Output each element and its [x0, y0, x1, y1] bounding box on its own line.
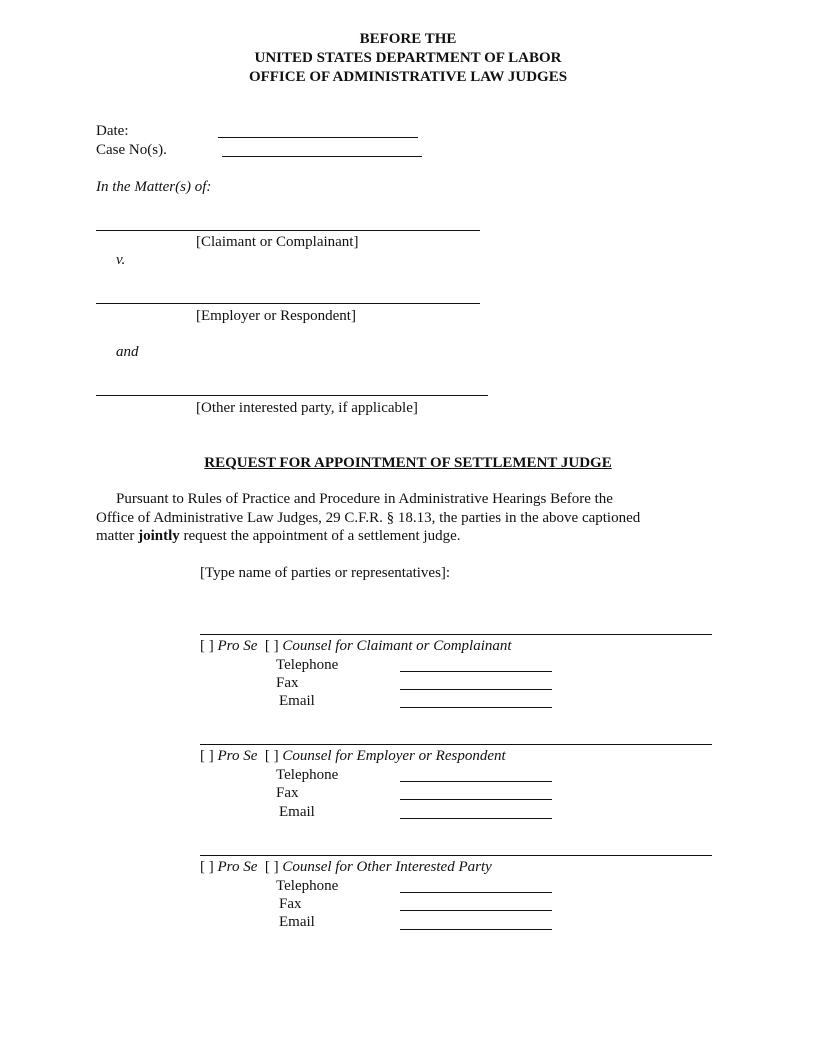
- and-label: and: [116, 344, 139, 360]
- pro-se-checkbox[interactable]: [ ]: [200, 748, 214, 764]
- counsel-role-label: Counsel for Employer or Respondent: [282, 748, 506, 764]
- fax-field-line[interactable]: [400, 910, 552, 911]
- date-label: Date:: [96, 123, 129, 139]
- pro-se-label: Pro Se: [217, 859, 258, 875]
- body-jointly: jointly: [138, 528, 180, 544]
- fax-label: Fax: [276, 785, 299, 801]
- employer-line[interactable]: [96, 303, 480, 304]
- counsel-checkbox[interactable]: [ ]: [264, 859, 279, 875]
- case-number-label: Case No(s).: [96, 142, 167, 158]
- instructions-text: [Type name of parties or representatives]:: [200, 565, 451, 581]
- signature-block-claimant: [200, 637, 512, 655]
- counsel-role-label: Counsel for Other Interested Party: [282, 859, 492, 875]
- matter-intro: In the Matter(s) of:: [96, 179, 212, 195]
- other-party-line[interactable]: [96, 395, 488, 396]
- header-line-3: OFFICE OF ADMINISTRATIVE LAW JUDGES: [248, 69, 568, 85]
- counsel-checkbox[interactable]: [ ]: [264, 638, 279, 654]
- body-line-1: Pursuant to Rules of Practice and Procedure in Administrative Hearings Before the: [116, 491, 613, 507]
- date-field-line[interactable]: [218, 137, 418, 138]
- email-label: Email: [279, 914, 315, 930]
- email-label: Email: [279, 693, 315, 709]
- body-line-3: [96, 527, 461, 545]
- versus-label: v.: [116, 252, 126, 268]
- claimant-caption: [Claimant or Complainant]: [196, 234, 359, 250]
- counsel-checkbox[interactable]: [ ]: [264, 748, 279, 764]
- employer-caption: [Employer or Respondent]: [196, 308, 356, 324]
- body-line-3-pre: matter: [96, 528, 139, 544]
- header-line-2: UNITED STATES DEPARTMENT OF LABOR: [254, 50, 562, 66]
- signature-block-employer: [200, 747, 506, 765]
- document-title: [0, 454, 816, 472]
- email-field-line[interactable]: [400, 818, 552, 819]
- email-field-line[interactable]: [400, 707, 552, 708]
- pro-se-checkbox[interactable]: [ ]: [200, 859, 214, 875]
- fax-label: Fax: [276, 675, 299, 691]
- telephone-label: Telephone: [276, 657, 339, 673]
- body-line-2: Office of Administrative Law Judges, 29 C.F.R. § 18.13, the parties in the above captioned: [96, 510, 641, 526]
- fax-field-line[interactable]: [400, 799, 552, 800]
- telephone-label: Telephone: [276, 878, 339, 894]
- signature-block-other-party: [200, 858, 492, 876]
- case-number-field-line[interactable]: [222, 156, 422, 157]
- email-label: Email: [279, 804, 315, 820]
- fax-field-line[interactable]: [400, 689, 552, 690]
- counsel-role-label: Counsel for Claimant or Complainant: [282, 638, 512, 654]
- email-field-line[interactable]: [400, 929, 552, 930]
- header-line-1: BEFORE THE: [359, 31, 457, 47]
- claimant-line[interactable]: [96, 230, 480, 231]
- telephone-label: Telephone: [276, 767, 339, 783]
- telephone-field-line[interactable]: [400, 781, 552, 782]
- body-line-3-post: request the appointment of a settlement judge.: [179, 528, 461, 544]
- telephone-field-line[interactable]: [400, 671, 552, 672]
- pro-se-label: Pro Se: [217, 638, 258, 654]
- pro-se-label: Pro Se: [217, 748, 258, 764]
- document-title-text: REQUEST FOR APPOINTMENT OF SETTLEMENT JUDGE: [204, 455, 612, 471]
- telephone-field-line[interactable]: [400, 892, 552, 893]
- signature-line-employer[interactable]: [200, 744, 712, 745]
- fax-label: Fax: [279, 896, 302, 912]
- pro-se-checkbox[interactable]: [ ]: [200, 638, 214, 654]
- signature-line-claimant[interactable]: [200, 634, 712, 635]
- signature-line-other-party[interactable]: [200, 855, 712, 856]
- other-party-caption: [Other interested party, if applicable]: [196, 400, 418, 416]
